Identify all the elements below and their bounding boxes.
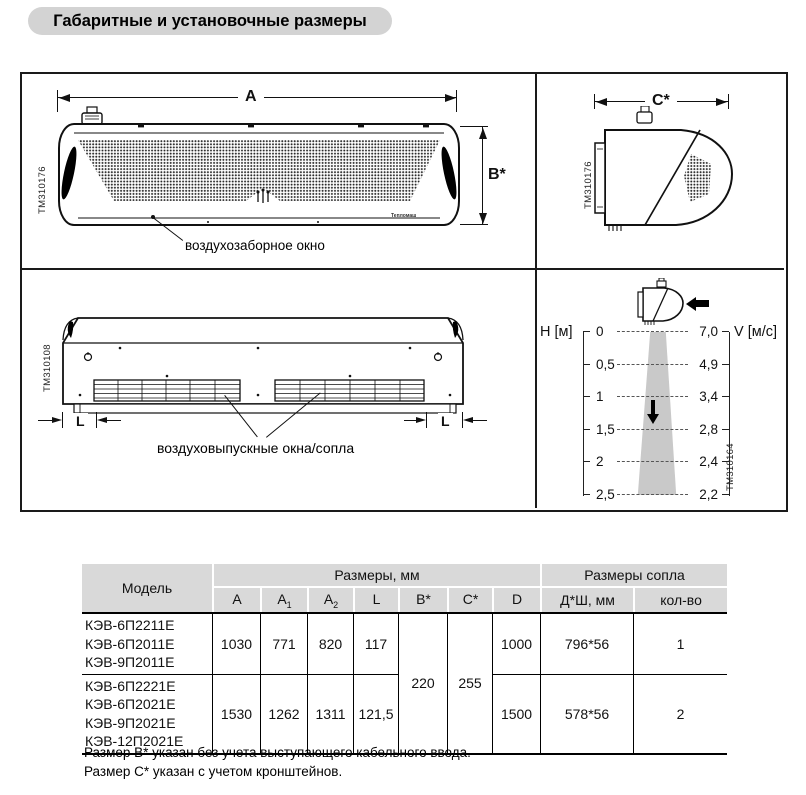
col-header-a1: $А_1$: [260, 586, 307, 612]
dim-l-left-tick1: [62, 412, 63, 428]
col-header-a: А: [212, 586, 260, 612]
level-dash-line: [617, 364, 688, 365]
intake-arrow-icon: [696, 300, 709, 307]
drawing-number-chart: ТМ310164: [725, 443, 736, 491]
brand-logo: Тепломаш: [391, 213, 417, 219]
unit-side-outline: [605, 130, 732, 225]
air-curtain-bottom-drawing: [60, 312, 470, 416]
col-header-nozzle-count: кол-во: [633, 586, 727, 612]
dim-l-left-arrow1: [52, 417, 62, 423]
v-tick-label: 4,9: [699, 357, 718, 372]
note-b: Размер B* указан без учета выступающего кабельного ввода.: [84, 745, 471, 760]
level-dash-line: [617, 461, 688, 462]
cable-gland-icon: [82, 107, 102, 124]
col-header-nozzle-size: Д*Ш, мм: [540, 586, 633, 612]
value-a: 1530: [212, 674, 260, 755]
model-cell: КЭВ-6П2211Е КЭВ-6П2011Е КЭВ-9П2011Е: [82, 612, 212, 674]
h-tick-label: 1: [596, 389, 604, 404]
dim-c-arrow-left: [596, 98, 607, 106]
value-d: 1500: [492, 674, 540, 755]
h-axis-label: H [м]: [540, 324, 573, 340]
bottom-lip: [74, 404, 456, 413]
dim-b-arrow-up: [479, 128, 487, 139]
intake-caption: воздухозаборное окно: [185, 238, 325, 253]
dim-l-right-arrow1: [416, 417, 426, 423]
value-l: 121,5: [353, 674, 398, 755]
dim-l-right-label: L: [438, 413, 453, 429]
h-tick-label: 1,5: [596, 422, 615, 437]
dim-b-arrow-down: [479, 213, 487, 224]
dim-b-tick-top: [460, 126, 488, 127]
dim-a-arrow-left: [59, 94, 70, 102]
dim-l-left-label: L: [73, 413, 88, 429]
drawing-number-side: ТМ310176: [583, 161, 594, 209]
h-tick-label: 2: [596, 454, 604, 469]
value-nozzle: 578*56: [540, 674, 633, 755]
col-header-c: C*: [447, 586, 492, 612]
dim-c-label: C*: [645, 92, 677, 110]
level-dash-line: [617, 331, 688, 332]
col-header-model: Модель: [82, 564, 212, 612]
cable-gland-icon: [637, 106, 652, 123]
chart-level-row: [583, 454, 729, 470]
dim-b-label: B*: [488, 166, 506, 183]
frame-divider-horizontal: [22, 268, 784, 270]
outlet-caption: воздуховыпускные окна/сопла: [157, 440, 355, 456]
value-b-shared: 220: [398, 612, 447, 755]
dim-l-right-arrow2: [463, 417, 473, 423]
chart-level-row: [583, 422, 729, 438]
table-row-group1: [82, 612, 727, 674]
dim-l-left-tail2: [107, 420, 121, 421]
note-c: Размер C* указан с учетом кронштейнов.: [84, 764, 343, 779]
col-header-a2: $А_2$: [307, 586, 353, 612]
value-a2: 820: [307, 612, 353, 674]
value-c-shared: 255: [447, 612, 492, 755]
level-dash-line: [617, 396, 688, 397]
h-tick-label: 0: [596, 324, 604, 339]
intake-arrow-head: [686, 297, 696, 311]
dim-a-arrow-right: [445, 94, 456, 102]
drawing-number-bottom: ТМ310108: [42, 344, 53, 392]
value-a: 1030: [212, 612, 260, 674]
page-title: Габаритные и установочные размеры: [28, 7, 392, 35]
dim-l-left-arrow2: [97, 417, 107, 423]
chart-level-row: [583, 487, 729, 503]
dim-l-right-tick1: [426, 412, 427, 428]
chart-level-row: [583, 357, 729, 373]
col-group-sizes: Размеры, мм: [212, 564, 540, 586]
outlet-grille-right: [275, 380, 424, 401]
v-tick-label: 2,8: [699, 422, 718, 437]
v-tick-label: 2,4: [699, 454, 718, 469]
dim-a-label: A: [238, 88, 264, 106]
air-curtain-front-drawing: [58, 106, 460, 230]
value-count: 2: [633, 674, 727, 755]
value-d: 1000: [492, 612, 540, 674]
col-header-l: L: [353, 586, 398, 612]
level-dash-line: [617, 494, 688, 495]
mounting-plate: [595, 143, 605, 213]
h-tick-label: 2,5: [596, 487, 615, 502]
value-nozzle: 796*56: [540, 612, 633, 674]
outlet-grille-left: [94, 380, 240, 401]
value-a1: 1262: [260, 674, 307, 755]
col-header-d: D: [492, 586, 540, 612]
dim-l-left-tail1: [38, 420, 52, 421]
v-axis-label: V [м/с]: [734, 324, 778, 340]
drawing-number-front: ТМ310176: [37, 166, 48, 214]
dim-c-arrow-right: [716, 98, 727, 106]
col-header-b: B*: [398, 586, 447, 612]
v-tick-label: 2,2: [699, 487, 718, 502]
air-curtain-icon: [636, 278, 688, 328]
h-tick-label: 0,5: [596, 357, 615, 372]
level-dash-line: [617, 429, 688, 430]
dim-b-tick-bottom: [460, 224, 488, 225]
value-count: 1: [633, 612, 727, 674]
dim-l-right-tail2: [473, 420, 487, 421]
value-a2: 1311: [307, 674, 353, 755]
dimensions-table: [82, 564, 727, 755]
chart-level-row: [583, 324, 729, 340]
col-group-nozzle: Размеры сопла: [540, 564, 727, 586]
dim-b-line: [482, 127, 483, 225]
air-curtain-side-drawing: [591, 106, 743, 234]
v-tick-label: 7,0: [699, 324, 718, 339]
value-l: 117: [353, 612, 398, 674]
model-cell: КЭВ-6П2221Е КЭВ-6П2021Е КЭВ-9П2021Е КЭВ-12П2021Е: [82, 674, 212, 755]
v-tick-label: 3,4: [699, 389, 718, 404]
chart-level-row: [583, 389, 729, 405]
frame-divider-vertical: [535, 74, 537, 508]
value-a1: 771: [260, 612, 307, 674]
